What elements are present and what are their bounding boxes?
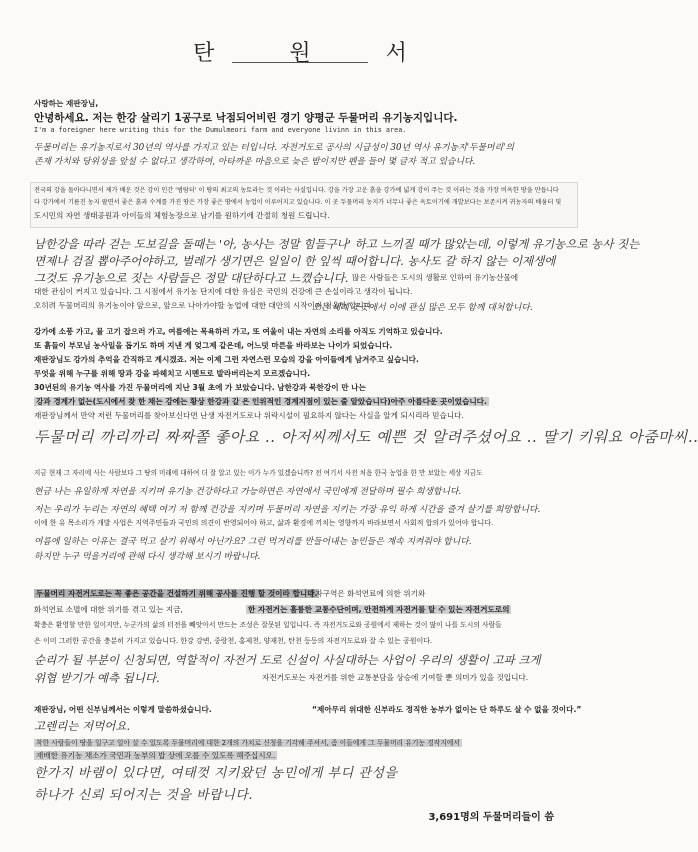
p4-line-7: 재판장님께서 만약 저런 두물머리를 찾아보신다면 난생 자전거도로나 위락시설이 필요하지 않다는 사실을 알게 되시리라 믿습니다. bbox=[34, 411, 464, 420]
hw1-line-2: 면제나 검질 뽑아주어야하고, 벌레가 생기면은 일일이 한 잎씩 때어합니다. 농사도 갈 하지 않는 이제생에 bbox=[34, 254, 556, 268]
p6-rest: 전자구역은 화석연료에 의한 위기와 bbox=[308, 589, 426, 598]
p4-line-6-highlight: 강과 경계가 없는(도시에서 찾 한 채는 강에는 황상 한강과 갈 은 인위적인 경계지점이 있는 줄 알았습니다)아주 아름다운 곳이었습니다. bbox=[36, 397, 487, 406]
p6-line-3 bbox=[246, 604, 576, 615]
hw5-line-2: 위협 받기가 예측 됩니다. bbox=[34, 671, 160, 685]
p4-line-6 bbox=[34, 396, 576, 407]
document-title: 탄 원 서 bbox=[193, 41, 441, 66]
p1-line-1: 두물머리는 유기농지로서 30년의 역사를 가지고 있는 터입니다. 자전거도로 공사의 시급성이 30년 역사 유기농지'두물머리'의 bbox=[34, 143, 514, 153]
p2-line-1: 전국의 강을 돌아다니면서 제가 배운 것은 강이 인간 '범람터' 이 땅의 최고의 농토라는 것 이라는 사실입니다. 강을 가장 고운 흙을 강가에 넓게 강이 주는 것 이라는 것을 가장 비옥한 땅을 만듭니다 bbox=[34, 187, 559, 194]
p6-line-2: 화석연료 소멸에 대한 위기를 겪고 있는 지금, bbox=[34, 605, 183, 614]
p6-line-4: 확충은 환영할 만한 일이지만, 누군가의 삶의 터전을 빼앗아서 만드는 조성은 잘못된 일입니다. 즉 자전거도로와 공원에서 제하는 것이 많이 나를 도시의 사람들 bbox=[34, 621, 502, 629]
hw5-line-1: 순리가 될 부분이 신청되면, 역할적이 자전거 도로 신설이 사실대하는 사업이 우리의 생활이 고파 크게 bbox=[34, 653, 541, 667]
p8-quote: “제아무리 위대한 신부라도 정직한 농부가 없이는 단 하루도 살 수 없을 것이다.” bbox=[312, 705, 582, 714]
signature: 3,691명의 두물머리들이 씀 bbox=[428, 812, 554, 823]
p3-line-2: 오히려 두물머리의 유기농이야 앞으로, 앞으로 나아가야할 농업에 대한 대안의 시작이자 첨울한 합니다. bbox=[34, 301, 374, 310]
title-underline bbox=[232, 62, 368, 63]
p6-line-3-highlight: 한 자전거는 훌륭한 교통수단이며, 안전하게 자전거를 탈 수 있는 자전거도로의 bbox=[248, 605, 510, 614]
greeting: 사랑하는 재판장님, bbox=[34, 99, 99, 108]
p5-line-4: 이에 한 유 목소리가 개발 사업은 지역주민들과 국민의 의견이 반영되어야 하고, 삶과 환경에 끼치는 영향까지 바라보면서 사회적 합의가 있어야 합니다. bbox=[34, 519, 494, 527]
p3-end: 많은 사람들은 도시의 생활로 인하여 유기농산물에 bbox=[352, 273, 519, 282]
p9-line-1-highlight: 착한 사람들이 땅을 일구고 일아 살 수 있도록 두물머리에 대한 2개의 가치로 신청을 기각해 주셔서, 좀 이들에게 그 두물머리 유기농 경작지에서 bbox=[36, 739, 460, 747]
hw3: 두물머리 까리까리 짜짜쫄 좋아요 .. 아저씨께서도 예쁜 것 알려주셨어요 .. 딸기 키워요 아줌마씨.. bbox=[34, 428, 698, 446]
english-note: I'm a foreigner here writing this for the Dumulmeori farm and everyone livinn in this area. bbox=[34, 126, 407, 134]
p4-line-5: 30년된의 유기농 역사를 가진 두물머리에 지난 3월 초에 가 보았습니다. 남한강과 북한강이 만 나는 bbox=[34, 383, 366, 392]
p2-line-2: 다 강가에서 기름진 농지 팔면서 좋은 흙과 수계를 가진 땅은 가장 좋은 땅에서 농업이 이루어지고 있습니다. 이 곳 두물머리 농지가 너무나 좋은 옥토이기에 개발보다는 보존시켜 귀농자의 배움터 및 bbox=[34, 199, 562, 206]
p9-line-2-highlight: 재배한 유기농 채소가 국민과 농부의 밥 상에 오를 수 있도록 해주십시오. bbox=[36, 751, 276, 760]
hw4-line-2: 하지만 누구 먹을거리에 관해 다시 생각해 보시기 바랍니다. bbox=[34, 552, 261, 562]
p4-line-2: 또 흙들이 부모님 농사일을 돕기도 하며 지낸 게 엊그제 같은데, 어느덧 마른을 바라보는 나이가 되었습니다. bbox=[34, 341, 393, 350]
p3-line-1: 대한 관심이 커지고 있습니다. 그 시점에서 유기농 단지에 대한 유심은 국민의 건강에 큰 손실이라고 생각이 됩니다. bbox=[34, 287, 413, 296]
p7: 자전거도로는 자전거를 위한 교통분담을 상승에 기여할 뿐 의미가 있을 것입니다. bbox=[262, 673, 529, 682]
p9-line-2 bbox=[34, 750, 576, 761]
hw2: 오는 세계 곳곳에서 이에 관심 많은 모두 함께 대처합니다. bbox=[312, 303, 533, 313]
p6-line-5: 은 이미 그러한 공간을 충분히 가지고 있습니다. 한강 강변, 중랑천, 홍제천, 양재천, 탄천 등등의 자전거도로와 잘 수 있는 공원이다. bbox=[34, 637, 433, 645]
p9-line-1 bbox=[34, 738, 576, 749]
hw1-line-1: 남한강을 따라 걷는 도보길을 돌때는 '아, 농사는 정말 힘들구나' 하고 느끼질 때가 많았는데, 이렇게 유기농으로 농사 짓는 bbox=[34, 237, 640, 251]
hw1-line-3: 그것도 유기농으로 짓는 사람들은 정말 대단하다고 느꼈습니다. bbox=[34, 271, 349, 285]
p6-highlight: 두물머리 자전거도로는 꼭 좋은 공간을 건설하기 위해 공사를 진행 할 것이라 합니다. bbox=[36, 589, 318, 598]
intro-line: 안녕하세요. 저는 한강 살리기 1공구로 낙점되어비린 경기 양평군 두물머리 유기농지입니다. bbox=[34, 112, 458, 124]
p6-line-1 bbox=[34, 588, 318, 599]
p4-line-3: 재판장님도 강가의 추억을 간직하고 계시겠죠. 저는 이제 그런 자연스런 모습의 강을 아이들에게 남겨주고 싶습니다. bbox=[34, 355, 419, 364]
p5-line-1: 지금 현재 그 자리에 사는 사람보다 그 땅의 미래에 대하여 더 잘 알고 있는 이가 누가 있겠습니까? 전 여기서 사전 처음 한국 농업을 한 만 보았는 세상 지금도 bbox=[34, 469, 483, 477]
hw7-line-1: 한가지 바램이 있다면, 여태껏 지키왔던 농민에게 부디 관성을 bbox=[34, 766, 398, 781]
hw6: 고렌리는 저먹어요. bbox=[34, 719, 131, 733]
hw7-line-2: 하나가 신뢰 되어지는 것을 바랍니다. bbox=[34, 788, 254, 803]
p8-lead: 재판장님, 어떤 신부님께서는 이렇게 말씀하셨습니다. bbox=[34, 705, 212, 714]
p1-line-2: 존재 가치와 당위성을 앞설 수 없다고 생각하여, 아타까운 마음으로 늦은 밤이지만 펜을 들어 몇 글자 적고 있습니다. bbox=[34, 157, 476, 167]
p5-line-2: 현금 나는 유일하게 자연을 지키며 유기농 건강하다고 가능하면은 자연에서 국민에게 전달하며 필수 희생합니다. bbox=[34, 487, 462, 497]
p4-line-1: 강가에 소풍 가고, 물 고기 잡으러 가고, 여름에는 목욕하러 가고, 또 여울이 내는 자연의 소리를 아직도 기억하고 있습니다. bbox=[34, 327, 443, 336]
p4-line-4: 무엇을 위해 누구를 위해 땅과 강을 파헤치고 시멘트로 발라버리는지 모르겠습니다. bbox=[34, 369, 311, 378]
p5-line-3: 저는 우리가 누리는 자연의 혜택 여기 저 함께 건강을 지키며 두물머리 자연을 지키는 가장 유익 하게 시간을 즐겨 살기를 희망합니다. bbox=[34, 505, 541, 515]
hw4-line-1: 여름에 일하는 이유는 결국 먹고 살기 위해서 아닌가요? 그런 먹거리를 만들어내는 농민들은 계속 지켜줘야 합니다. bbox=[34, 537, 472, 547]
p2-line-3: 도시민의 자연 생태공원과 아이들의 체험농장으로 남기를 원하기에 간절히 청원 드립니다. bbox=[34, 211, 330, 220]
